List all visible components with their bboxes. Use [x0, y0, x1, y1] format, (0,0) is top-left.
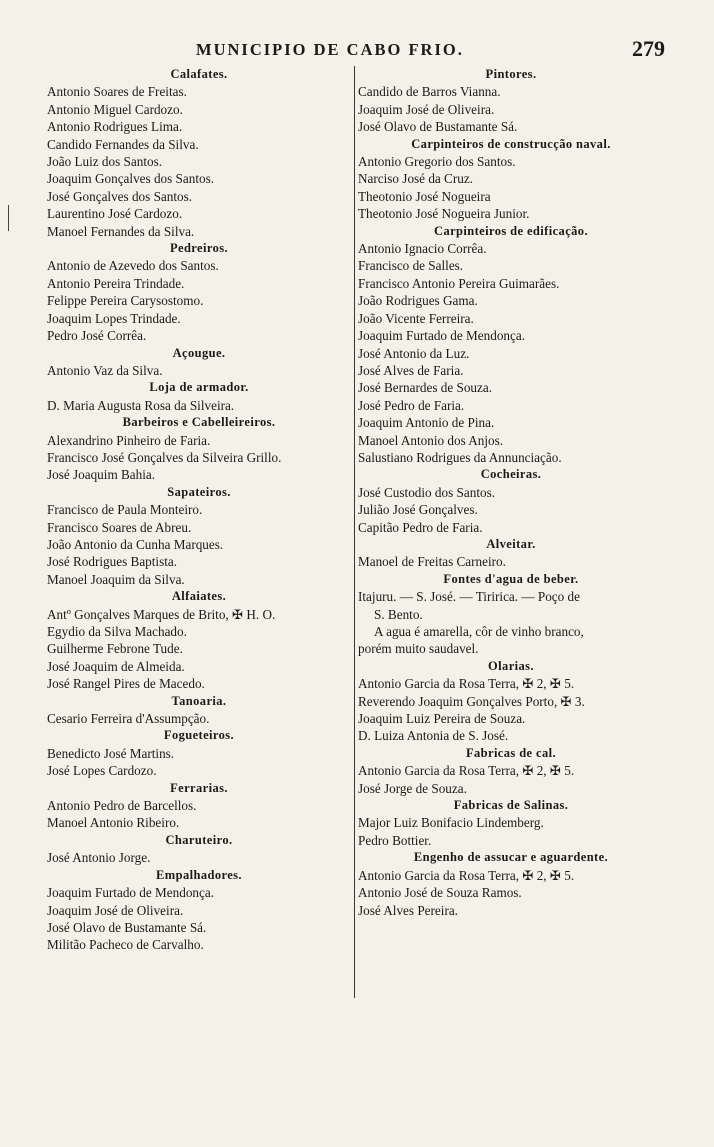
section-charuteiro [47, 832, 351, 867]
list-item: Candido Fernandes da Silva. [47, 136, 199, 152]
column-divider [354, 66, 355, 998]
list-item: Francisco de Salles. [358, 258, 464, 274]
list-item: Narciso José da Cruz. [358, 171, 473, 187]
list-item: Itajuru. — S. José. — Tiririca. — Poço de [358, 589, 580, 605]
list-item: Antonio Vaz da Silva. [47, 362, 163, 378]
section-heading: Fogueteiros. [163, 728, 235, 743]
section-heading: Carpinteiros de edificação. [434, 223, 588, 238]
list-item: José Olavo de Bustamante Sá. [358, 119, 518, 135]
list-item: José Antonio da Luz. [358, 345, 470, 361]
section-heading: Pintores. [485, 67, 537, 81]
list-item: José Alves de Faria. [358, 362, 464, 378]
list-item: José Pedro de Faria. [358, 397, 465, 413]
list-item: José Antonio Jorge. [47, 850, 151, 866]
list-item: Antonio Gregorio dos Santos. [358, 154, 516, 170]
section-fontes-d-agua-de-beber [358, 571, 664, 658]
list-item: Joaquim José de Oliveira. [358, 101, 495, 117]
list-item: A agua é amarella, côr de vinho branco, [374, 624, 584, 639]
section-barbeiros-e-cabelleireiros [47, 414, 351, 484]
list-item: Francisco José Gonçalves da Silveira Grillo. [47, 449, 282, 465]
section-heading: Barbeiros e Cabelleireiros. [122, 415, 276, 430]
list-item: Theotonio José Nogueira Junior. [358, 206, 530, 222]
list-item: Julião José Gonçalves. [358, 502, 478, 518]
section-heading: Sapateiros. [167, 484, 231, 499]
list-item: Joaquim Lopes Trindade. [47, 310, 181, 326]
list-item: Joaquim José de Oliveira. [47, 902, 184, 918]
list-item: Manoel Joaquim da Silva. [47, 571, 185, 587]
list-item: Cesario Ferreira d'Assumpção. [47, 711, 210, 727]
section-calafates [47, 66, 351, 240]
margin-mark [8, 205, 9, 231]
list-item: João Rodrigues Gama. [358, 293, 478, 309]
list-item: Guilherme Febrone Tude. [47, 641, 183, 657]
list-item: Antonio de Azevedo dos Santos. [47, 258, 219, 274]
list-item: José Joaquim de Almeida. [47, 658, 185, 674]
list-item: José Jorge de Souza. [358, 780, 467, 796]
list-item: porém muito saudavel. [358, 641, 479, 657]
list-item: S. Bento. [374, 606, 423, 622]
list-item: Benedicto José Martins. [47, 745, 175, 761]
list-item: D. Maria Augusta Rosa da Silveira. [47, 397, 235, 413]
list-item: Manoel Antonio dos Anjos. [358, 432, 504, 448]
list-item: Joaquim Furtado de Mendonça. [358, 328, 526, 344]
list-item: Joaquim Furtado de Mendonça. [47, 885, 215, 901]
list-item: José Olavo de Bustamante Sá. [47, 919, 207, 935]
section-tanoaria [47, 693, 351, 728]
list-item: Francisco de Paula Monteiro. [47, 502, 203, 518]
section-heading: Empalhadores. [156, 867, 242, 882]
list-item: Major Luiz Bonifacio Lindemberg. [358, 815, 544, 831]
list-item: Manoel Fernandes da Silva. [47, 223, 195, 239]
section-pintores [358, 66, 664, 136]
section-heading: Fontes d'agua de beber. [443, 571, 579, 586]
section-heading: Olarias. [488, 658, 534, 673]
section-sapateiros [47, 484, 351, 588]
list-item: Francisco Antonio Pereira Guimarães. [358, 275, 560, 291]
section-heading: Açougue. [172, 345, 226, 360]
list-item: José Rodrigues Baptista. [47, 554, 178, 570]
page-header [0, 36, 714, 64]
list-item: Militão Pacheco de Carvalho. [47, 937, 204, 953]
list-item: Pedro José Corrêa. [47, 328, 147, 344]
section-heading: Fabricas de Salinas. [453, 798, 569, 813]
section-heading: Alveitar. [486, 536, 536, 551]
section-heading: Alfaiates. [171, 589, 227, 604]
section-alveitar [358, 536, 664, 571]
list-item: Antonio José de Souza Ramos. [358, 885, 522, 901]
list-item: Joaquim Gonçalves dos Santos. [47, 171, 215, 187]
section-olarias [358, 658, 664, 745]
list-item: Egydio da Silva Machado. [47, 624, 187, 639]
section-heading: Pedreiros. [169, 241, 229, 256]
left-column [47, 66, 351, 954]
list-item: Antº Gonçalves Marques de Brito, ✠ H. O. [47, 606, 276, 622]
list-item: Reverendo Joaquim Gonçalves Porto, ✠ 3. [358, 693, 585, 709]
list-item: José Lopes Cardozo. [47, 763, 157, 779]
list-item: Antonio Rodrigues Lima. [47, 119, 183, 135]
section-carpinteiros-de-edificacao [358, 223, 664, 467]
section-heading: Calafates. [170, 67, 228, 81]
section-heading: Cocheiras. [480, 467, 542, 482]
list-item: José Bernardes de Souza. [358, 380, 493, 396]
list-item: Salustiano Rodrigues da Annunciação. [358, 449, 562, 465]
section-heading: Carpinteiros de construcção naval. [411, 136, 611, 151]
list-item: Theotonio José Nogueira [358, 188, 491, 204]
section-heading: Charuteiro. [165, 832, 233, 847]
section-carpinteiros-de-construccao-naval [358, 136, 664, 223]
right-column [358, 66, 664, 919]
section-pedreiros [47, 240, 351, 344]
list-item: Alexandrino Pinheiro de Faria. [47, 432, 211, 448]
list-item: Felippe Pereira Carysostomo. [47, 293, 204, 309]
page-number: 279 [632, 36, 665, 61]
list-item: Antonio Ignacio Corrêa. [358, 241, 487, 257]
list-item: José Rangel Pires de Macedo. [47, 676, 205, 692]
section-loja-de-armador [47, 379, 351, 414]
list-item: Laurentino José Cardozo. [47, 206, 183, 222]
list-item: Manoel de Freitas Carneiro. [358, 554, 506, 570]
list-item: Joaquim Antonio de Pina. [358, 415, 495, 431]
section-ferrarias [47, 780, 351, 832]
list-item: D. Luiza Antonia de S. José. [358, 728, 509, 744]
section-empalhadores [47, 867, 351, 954]
list-item: Capitão Pedro de Faria. [358, 519, 483, 535]
list-item: José Alves Pereira. [358, 902, 458, 918]
list-item: Manoel Antonio Ribeiro. [47, 815, 180, 831]
list-item: Francisco Soares de Abreu. [47, 519, 192, 535]
list-item: Antonio Soares de Freitas. [47, 84, 187, 100]
page-title: MUNICIPIO DE CABO FRIO. [196, 40, 464, 59]
list-item: Antonio Pereira Trindade. [47, 275, 185, 291]
list-item: Antonio Garcia da Rosa Terra, ✠ 2, ✠ 5. [358, 676, 575, 692]
section-alfaiates [47, 588, 351, 692]
list-item: Candido de Barros Vianna. [358, 84, 501, 100]
section-fabricas-de-cal [358, 745, 664, 797]
list-item: Antonio Miguel Cardozo. [47, 101, 183, 117]
list-item: João Luiz dos Santos. [47, 154, 163, 170]
section-heading: Fabricas de cal. [465, 745, 557, 760]
list-item: João Antonio da Cunha Marques. [47, 536, 224, 552]
list-item: João Vicente Ferreira. [358, 310, 474, 326]
list-item: Antonio Garcia da Rosa Terra, ✠ 2, ✠ 5. [358, 763, 575, 779]
list-item: Antonio Garcia da Rosa Terra, ✠ 2, ✠ 5. [358, 867, 575, 883]
section-engenho-de-assucar-e-aguardente [358, 849, 664, 919]
list-item: José Custodio dos Santos. [358, 484, 496, 500]
list-item: Antonio Pedro de Barcellos. [47, 798, 197, 814]
list-item: Joaquim Luiz Pereira de Souza. [358, 711, 526, 727]
list-item: José Gonçalves dos Santos. [47, 188, 193, 204]
section-heading: Loja de armador. [149, 380, 249, 395]
section-heading: Ferrarias. [170, 780, 228, 795]
section-cocheiras [358, 466, 664, 536]
section-acougue [47, 345, 351, 380]
list-item: Pedro Bottier. [358, 832, 432, 848]
list-item: José Joaquim Bahia. [47, 467, 156, 483]
section-fogueteiros [47, 727, 351, 779]
section-heading: Engenho de assucar e aguardente. [413, 850, 609, 865]
section-fabricas-de-salinas [358, 797, 664, 849]
section-heading: Tanoaria. [171, 693, 227, 708]
